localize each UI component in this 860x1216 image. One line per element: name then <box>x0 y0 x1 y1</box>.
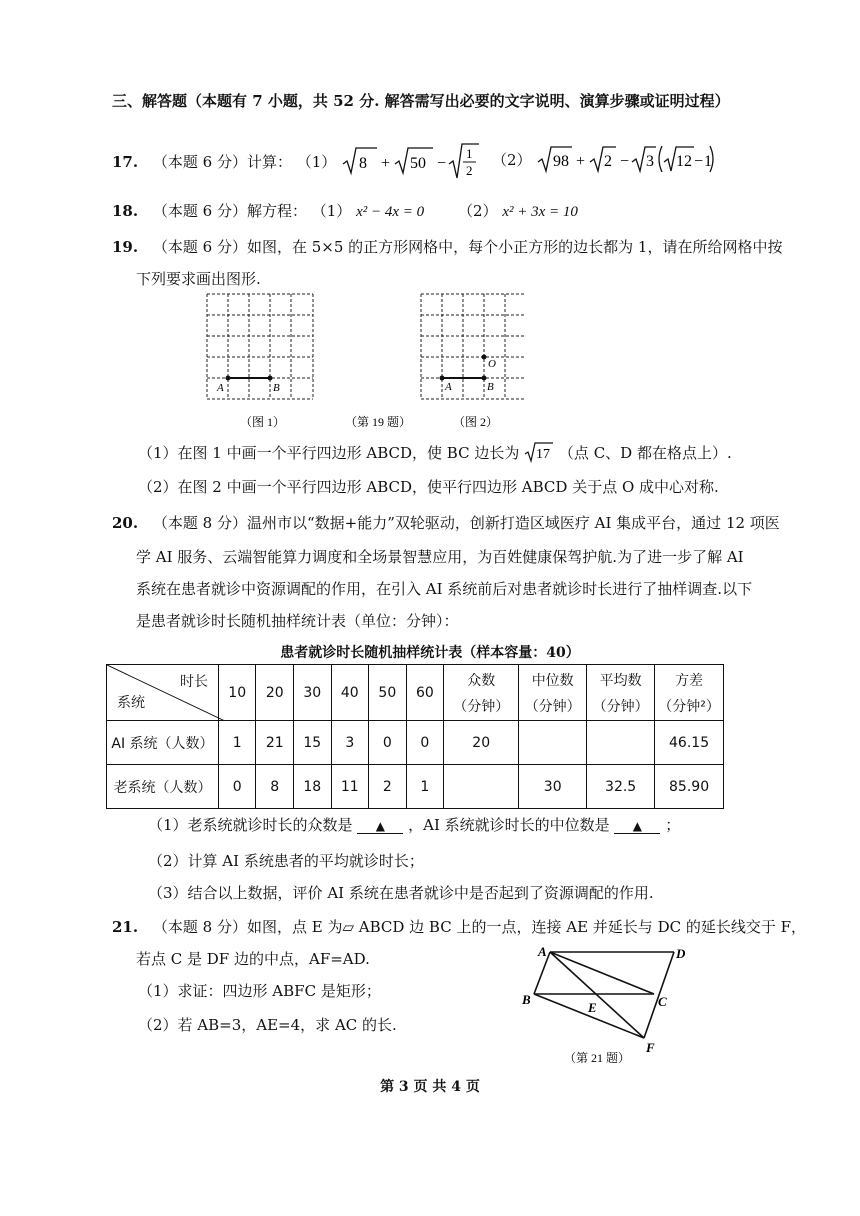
label-B-fig2: B <box>487 381 494 393</box>
svg-text:2: 2 <box>466 163 473 178</box>
fig-label-C: C <box>658 994 667 1009</box>
svg-text:17: 17 <box>536 447 551 462</box>
question-text-line2: 下列要求画出图形. <box>136 270 261 288</box>
svg-text:1: 1 <box>466 146 473 161</box>
part-1-label: （1） <box>311 202 352 220</box>
corner-top-label: 时长 <box>179 674 208 690</box>
table-cell-median: 30 <box>519 765 587 809</box>
equation-1: x² − 4x = 0 <box>356 204 425 220</box>
fig-label-F: F <box>646 1040 655 1055</box>
section-title: 三、解答题（本题有 7 小题，共 52 分. 解答需写出必要的文字说明、演算步骤或证明过程） <box>112 92 730 110</box>
question-text-line2: 学 AI 服务、云端智能算力调度和全场景智慧应用，为百姓健康保驾护航.为了进一步了解 AI <box>136 548 744 566</box>
svg-text:+: + <box>381 155 391 172</box>
q19-sub1-text: （1）在图 1 中画一个平行四边形 ABCD，使 BC 边长为 <box>138 444 520 462</box>
row-label: 老系统（人数） <box>107 765 219 809</box>
table-cell: 1 <box>406 765 444 809</box>
table-cell-mode: 20 <box>444 721 519 765</box>
q20-sub2: （2）计算 AI 系统患者的平均就诊时长； <box>148 852 424 870</box>
corner-bottom-label: 系统 <box>117 695 145 711</box>
equation-2: x² + 3x = 10 <box>502 204 578 220</box>
header-cell: 10 <box>218 665 256 721</box>
table-cell: 15 <box>294 721 332 765</box>
question-number: 18. <box>112 202 139 220</box>
question-text-line1: （本题 6 分）如图，在 5×5 的正方形网格中，每个小正方形的边长都为 1，请在所给网格中按 <box>152 238 783 256</box>
table-row <box>107 721 724 765</box>
table-cell: 11 <box>331 765 369 809</box>
header-cell: 30 <box>294 665 332 721</box>
label-B: B <box>273 382 280 394</box>
table-cell: 8 <box>256 765 294 809</box>
q21-sub2: （2）若 AB=3，AE=4，求 AC 的长. <box>138 1016 397 1034</box>
q20-sub1-text-c: ； <box>665 816 681 834</box>
fig-caption: （第 21 题） <box>564 1051 631 1065</box>
q20-sub3: （3）结合以上数据，评价 AI 系统在患者就诊中是否起到了资源调配的作用. <box>148 884 654 902</box>
header-cell: 60 <box>406 665 444 721</box>
header-cell: 20 <box>256 665 294 721</box>
header-cell: 50 <box>369 665 407 721</box>
part-2-label: （2） <box>458 202 498 220</box>
table-header-row <box>107 665 724 721</box>
svg-text:98: 98 <box>553 153 570 170</box>
part-2-label: （2） <box>492 151 532 169</box>
svg-text:12: 12 <box>676 153 693 170</box>
table-cell-mode <box>444 765 519 809</box>
question-18-part2 <box>458 200 578 221</box>
question-intro: （本题 6 分）计算： <box>152 153 292 171</box>
question-number: 21. <box>112 918 139 936</box>
fig2-caption: （图 2） <box>453 415 499 429</box>
question-text-line3: 系统在患者就诊中资源调配的作用，在引入 AI 系统前后对患者就诊时长进行了抽样调查.以下 <box>136 580 753 598</box>
answer-blank-2[interactable]: ▲ <box>614 819 660 834</box>
stats-table <box>106 664 724 809</box>
question-21 <box>112 916 806 937</box>
table-cell: 2 <box>369 765 407 809</box>
answer-blank-1[interactable]: ▲ <box>357 819 403 834</box>
table-cell-variance: 46.15 <box>655 721 724 765</box>
question-17 <box>112 142 491 184</box>
part-1-label: （1） <box>296 153 337 171</box>
table-cell: 18 <box>294 765 332 809</box>
q20-sub1-text-b: ，AI 系统就诊时长的中位数是 <box>408 816 610 834</box>
svg-text:−: − <box>620 153 630 170</box>
question-text-line4: 是患者就诊时长随机抽样统计表（单位：分钟）： <box>136 612 459 630</box>
label-A: A <box>217 382 224 394</box>
q19-sub1 <box>138 440 732 468</box>
table-cell: 0 <box>406 721 444 765</box>
svg-text:−: − <box>694 153 704 170</box>
question-17-part2 <box>492 142 716 180</box>
label-O: O <box>488 358 496 370</box>
header-cell-mode: 众数 （分钟） <box>444 665 519 721</box>
q19-sub2: （2）在图 2 中画一个平行四边形 ABCD，使平行四边形 ABCD 关于点 O 成中心对称. <box>138 478 719 496</box>
q17-p1-formula <box>341 142 491 180</box>
fig-label-E: E <box>588 1000 597 1015</box>
table-cell: 0 <box>369 721 407 765</box>
svg-text:3: 3 <box>646 153 655 170</box>
question-19 <box>112 236 782 257</box>
q17-part2-expression <box>536 142 716 180</box>
label-A-fig2: A <box>445 381 452 393</box>
question-number: 17. <box>112 153 139 171</box>
question-text-line2: 若点 C 是 DF 边的中点，AF=AD. <box>136 950 370 968</box>
grid-figure-2 <box>421 294 525 399</box>
svg-text:8: 8 <box>359 155 368 172</box>
table-cell-mean <box>587 721 655 765</box>
question-text-line1: （本题 8 分）如图，点 E 为▱ ABCD 边 BC 上的一点，连接 AE 并延长与 DC 的延长线交于 F， <box>152 918 807 936</box>
table-cell: 1 <box>218 721 256 765</box>
table-cell: 3 <box>331 721 369 765</box>
header-cell-median: 中位数 （分钟） <box>519 665 587 721</box>
table-row <box>107 765 724 809</box>
svg-text:+: + <box>576 153 586 170</box>
q19-sub1-tail: （点 C、D 都在格点上）. <box>558 444 732 462</box>
table-cell-median <box>519 721 587 765</box>
fig1-caption: （图 1） <box>240 415 286 429</box>
svg-text:1: 1 <box>704 153 713 170</box>
svg-text:50: 50 <box>410 155 427 172</box>
question-number: 20. <box>112 514 139 532</box>
table-cell: 0 <box>218 765 256 809</box>
header-cell-mean: 平均数 （分钟） <box>587 665 655 721</box>
fig-caption: （第 19 题） <box>345 415 412 429</box>
corner-cell <box>107 665 219 721</box>
fig-label-B: B <box>522 992 531 1007</box>
header-cell-variance: 方差 （分钟²） <box>655 665 724 721</box>
question-intro: （本题 6 分）解方程： <box>152 202 307 220</box>
svg-text:−: − <box>437 155 447 172</box>
q19-figures <box>195 288 525 434</box>
q21-sub1: （1）求证：四边形 ABFC 是矩形； <box>138 982 381 1000</box>
question-number: 19. <box>112 238 139 256</box>
grid-figure-1 <box>207 294 313 399</box>
q21-figure <box>516 942 716 1066</box>
page-footer: 第 3 页 共 4 页 <box>380 1079 480 1095</box>
fig-label-D: D <box>676 946 686 961</box>
question-text-line1: （本题 8 分）温州市以“数据+能力”双轮驱动，创新打造区域医疗 AI 集成平台，通过 12 项医 <box>152 514 780 532</box>
table-title: 患者就诊时长随机抽样统计表（样本容量：40） <box>280 645 580 661</box>
q20-sub1-text-a: （1）老系统就诊时长的众数是 <box>148 816 353 834</box>
q20-sub1 <box>148 814 680 835</box>
row-label: AI 系统（人数） <box>107 721 219 765</box>
table-cell-variance: 85.90 <box>655 765 724 809</box>
header-cell: 40 <box>331 665 369 721</box>
sqrt-17 <box>524 440 554 468</box>
fig-label-A: A <box>538 944 547 959</box>
q17-p2-formula <box>536 142 716 176</box>
table-cell: 21 <box>256 721 294 765</box>
q17-part1-expression <box>341 142 491 184</box>
question-18 <box>112 200 424 221</box>
table-cell-mean: 32.5 <box>587 765 655 809</box>
svg-text:2: 2 <box>604 153 613 170</box>
question-20 <box>112 512 780 533</box>
